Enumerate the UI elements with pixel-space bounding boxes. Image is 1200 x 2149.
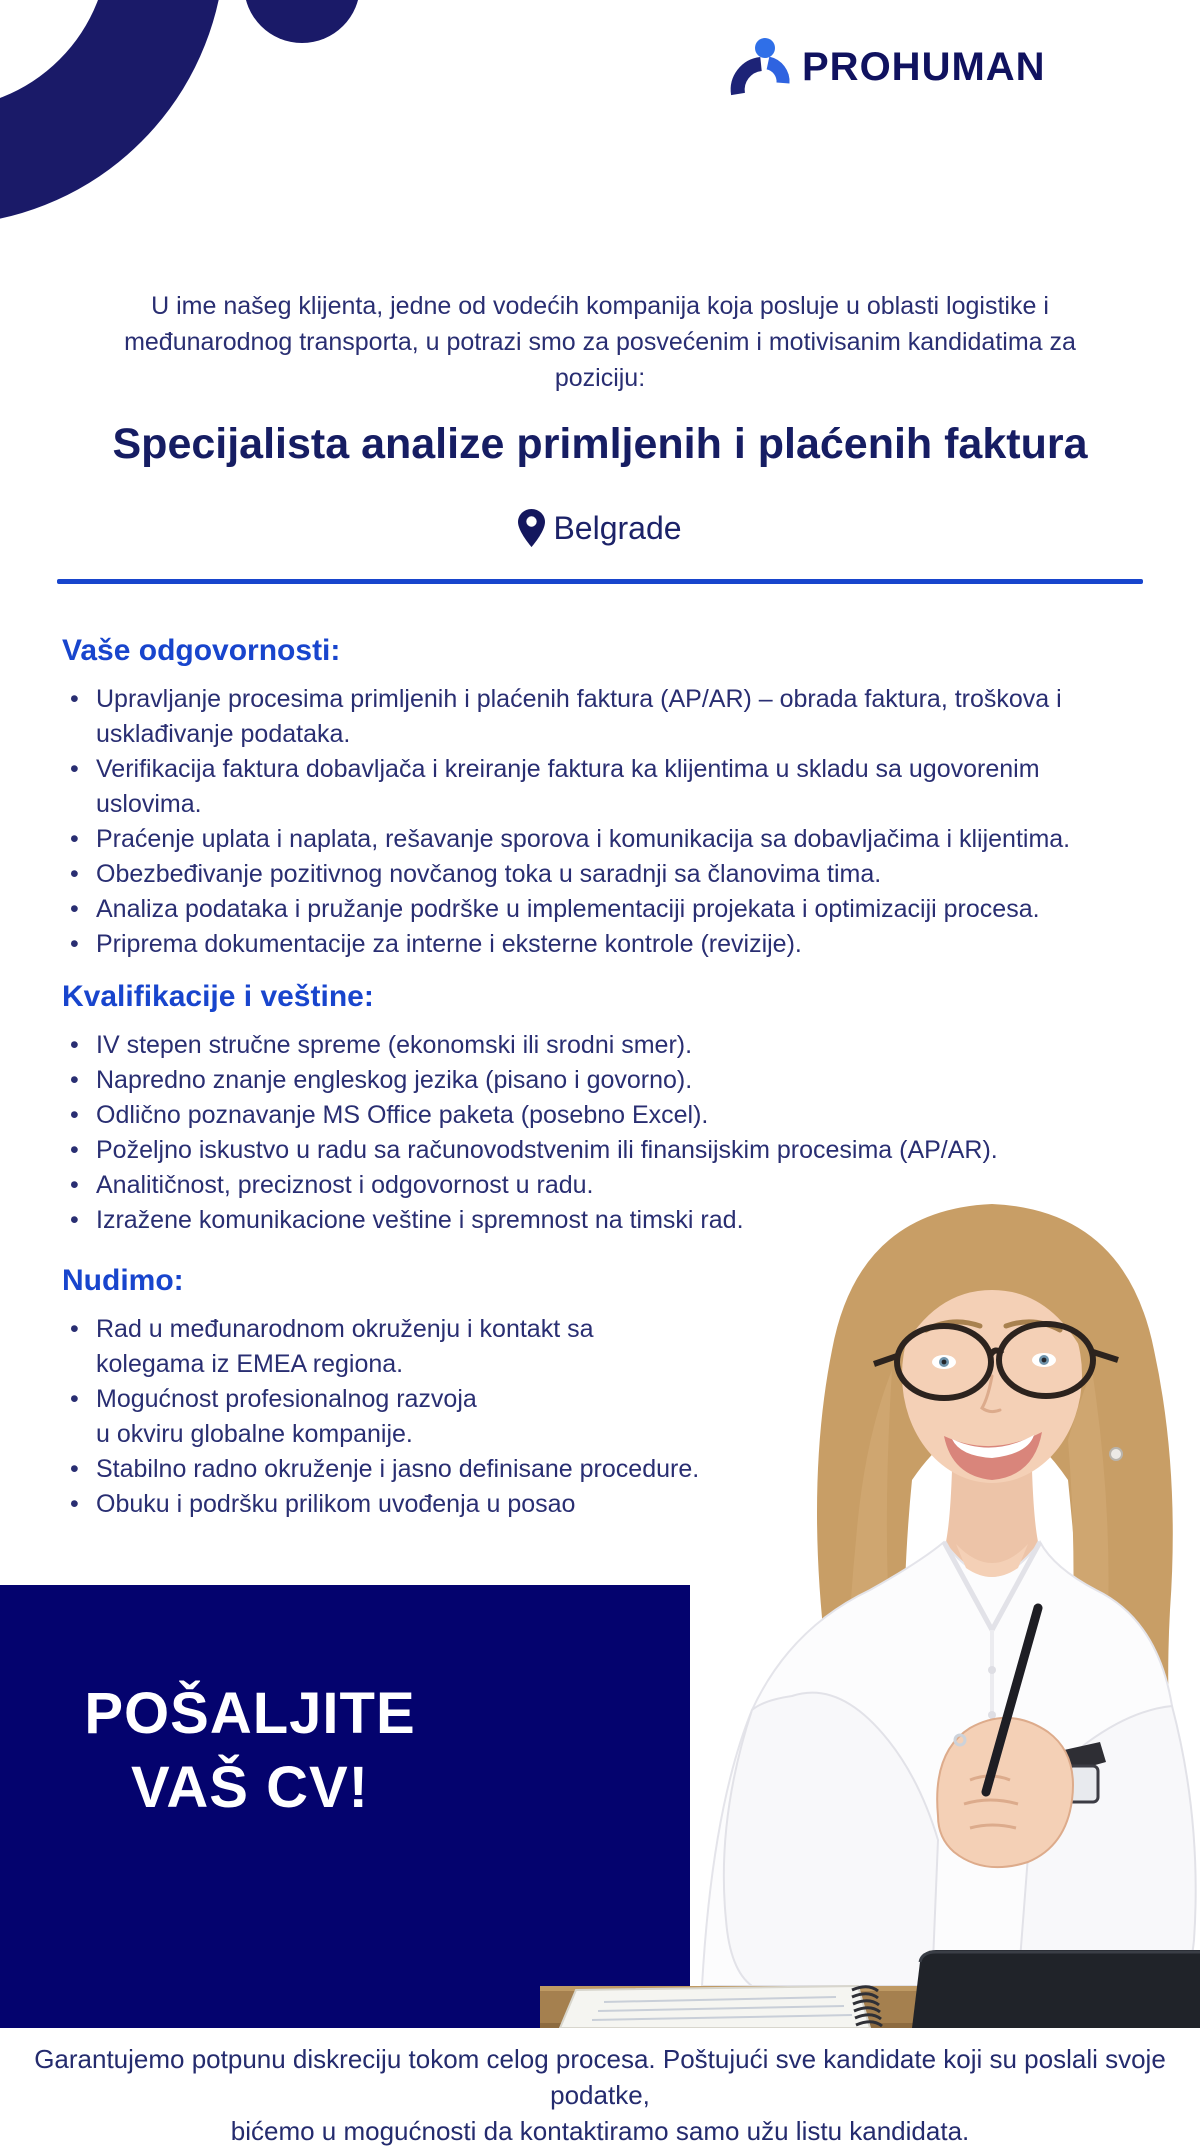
list-item: • Stabilno radno okruženje i jasno definisane procedure. [62, 1452, 1140, 1487]
footer-line: Garantujemo potpunu diskreciju tokom celog procesa. Poštujući sve kandidate koji su poslali svoje podatke, [34, 2044, 1166, 2110]
list-item: • Verifikacija faktura dobavljača i kreiranje faktura ka klijentima u skladu sa ugovorenim uslovima. [62, 752, 1140, 822]
intro-line: U ime našeg klijenta, jedne od vodećih kompanija koja posluje u oblasti logistike i [151, 292, 1049, 320]
list-item: • Priprema dokumentacije za interne i eksterne kontrole (revizije). [62, 927, 1140, 962]
qualifications-heading: Kvalifikacije i veštine: [62, 980, 374, 1013]
list-item: • Upravljanje procesima primljenih i plaćenih faktura (AP/AR) – obrada faktura, troškova i usklađivanje podataka. [62, 682, 1140, 752]
section-divider [57, 579, 1143, 584]
offer-heading: Nudimo: [62, 1264, 184, 1297]
location-pin-icon [518, 509, 545, 547]
job-location [0, 509, 1200, 547]
list-item: • Analiza podataka i pružanje podrške u implementaciji projekata i optimizaciji procesa. [62, 892, 1140, 927]
list-item: • Izražene komunikacione veštine i spremnost na timski rad. [62, 1203, 1140, 1238]
prohuman-wordmark: PROHUMAN [802, 44, 1046, 89]
responsibilities-heading: Vaše odgovornosti: [62, 634, 341, 667]
candidate-photo [540, 1140, 1200, 2028]
list-item: • Rad u međunarodnom okruženju i kontakt sa kolegama iz EMEA regiona. [62, 1312, 1140, 1382]
responsibilities-list [62, 682, 1140, 962]
page-title: Specijalista analize primljenih i plaćenih faktura [112, 420, 1088, 468]
send-cv-label: POŠALJITE VAŠ CV! [84, 1681, 416, 1820]
list-item: • Mogućnost profesionalnog razvoja u okviru globalne kompanije. [62, 1382, 1140, 1452]
corner-swoosh-decoration [0, 0, 420, 300]
prohuman-mark-icon [728, 36, 792, 98]
intro-line: međunarodnog transporta, u potrazi smo za posvećenim i motivisanim kandidatima za poziciju: [124, 328, 1076, 392]
footer-line: bićemo u mogućnosti da kontaktiramo samo užu listu kandidata. [230, 2116, 970, 2146]
list-item: • Praćenje uplata i naplata, rešavanje sporova i komunikacija sa dobavljačima i klijentima. [62, 822, 1140, 857]
list-item: • Odlično poznavanje MS Office paketa (posebno Excel). [62, 1098, 1140, 1133]
list-item: • Napredno znanje engleskog jezika (pisano i govorno). [62, 1063, 1140, 1098]
location-label: Belgrade [553, 509, 682, 546]
list-item: • IV stepen stručne spreme (ekonomski ili srodni smer). [62, 1028, 1140, 1063]
list-item: • Obezbeđivanje pozitivnog novčanog toka u saradnji sa članovima tima. [62, 857, 1140, 892]
footer-disclaimer [0, 2028, 1200, 2146]
prohuman-logo [728, 36, 1046, 98]
list-item: • Obuku i podršku prilikom uvođenja u posao [62, 1487, 1140, 1522]
list-item: • Analitičnost, preciznost i odgovornost u radu. [62, 1168, 1140, 1203]
list-item: • Poželjno iskustvo u radu sa računovodstvenim ili finansijskim procesima (AP/AR). [62, 1133, 1140, 1168]
